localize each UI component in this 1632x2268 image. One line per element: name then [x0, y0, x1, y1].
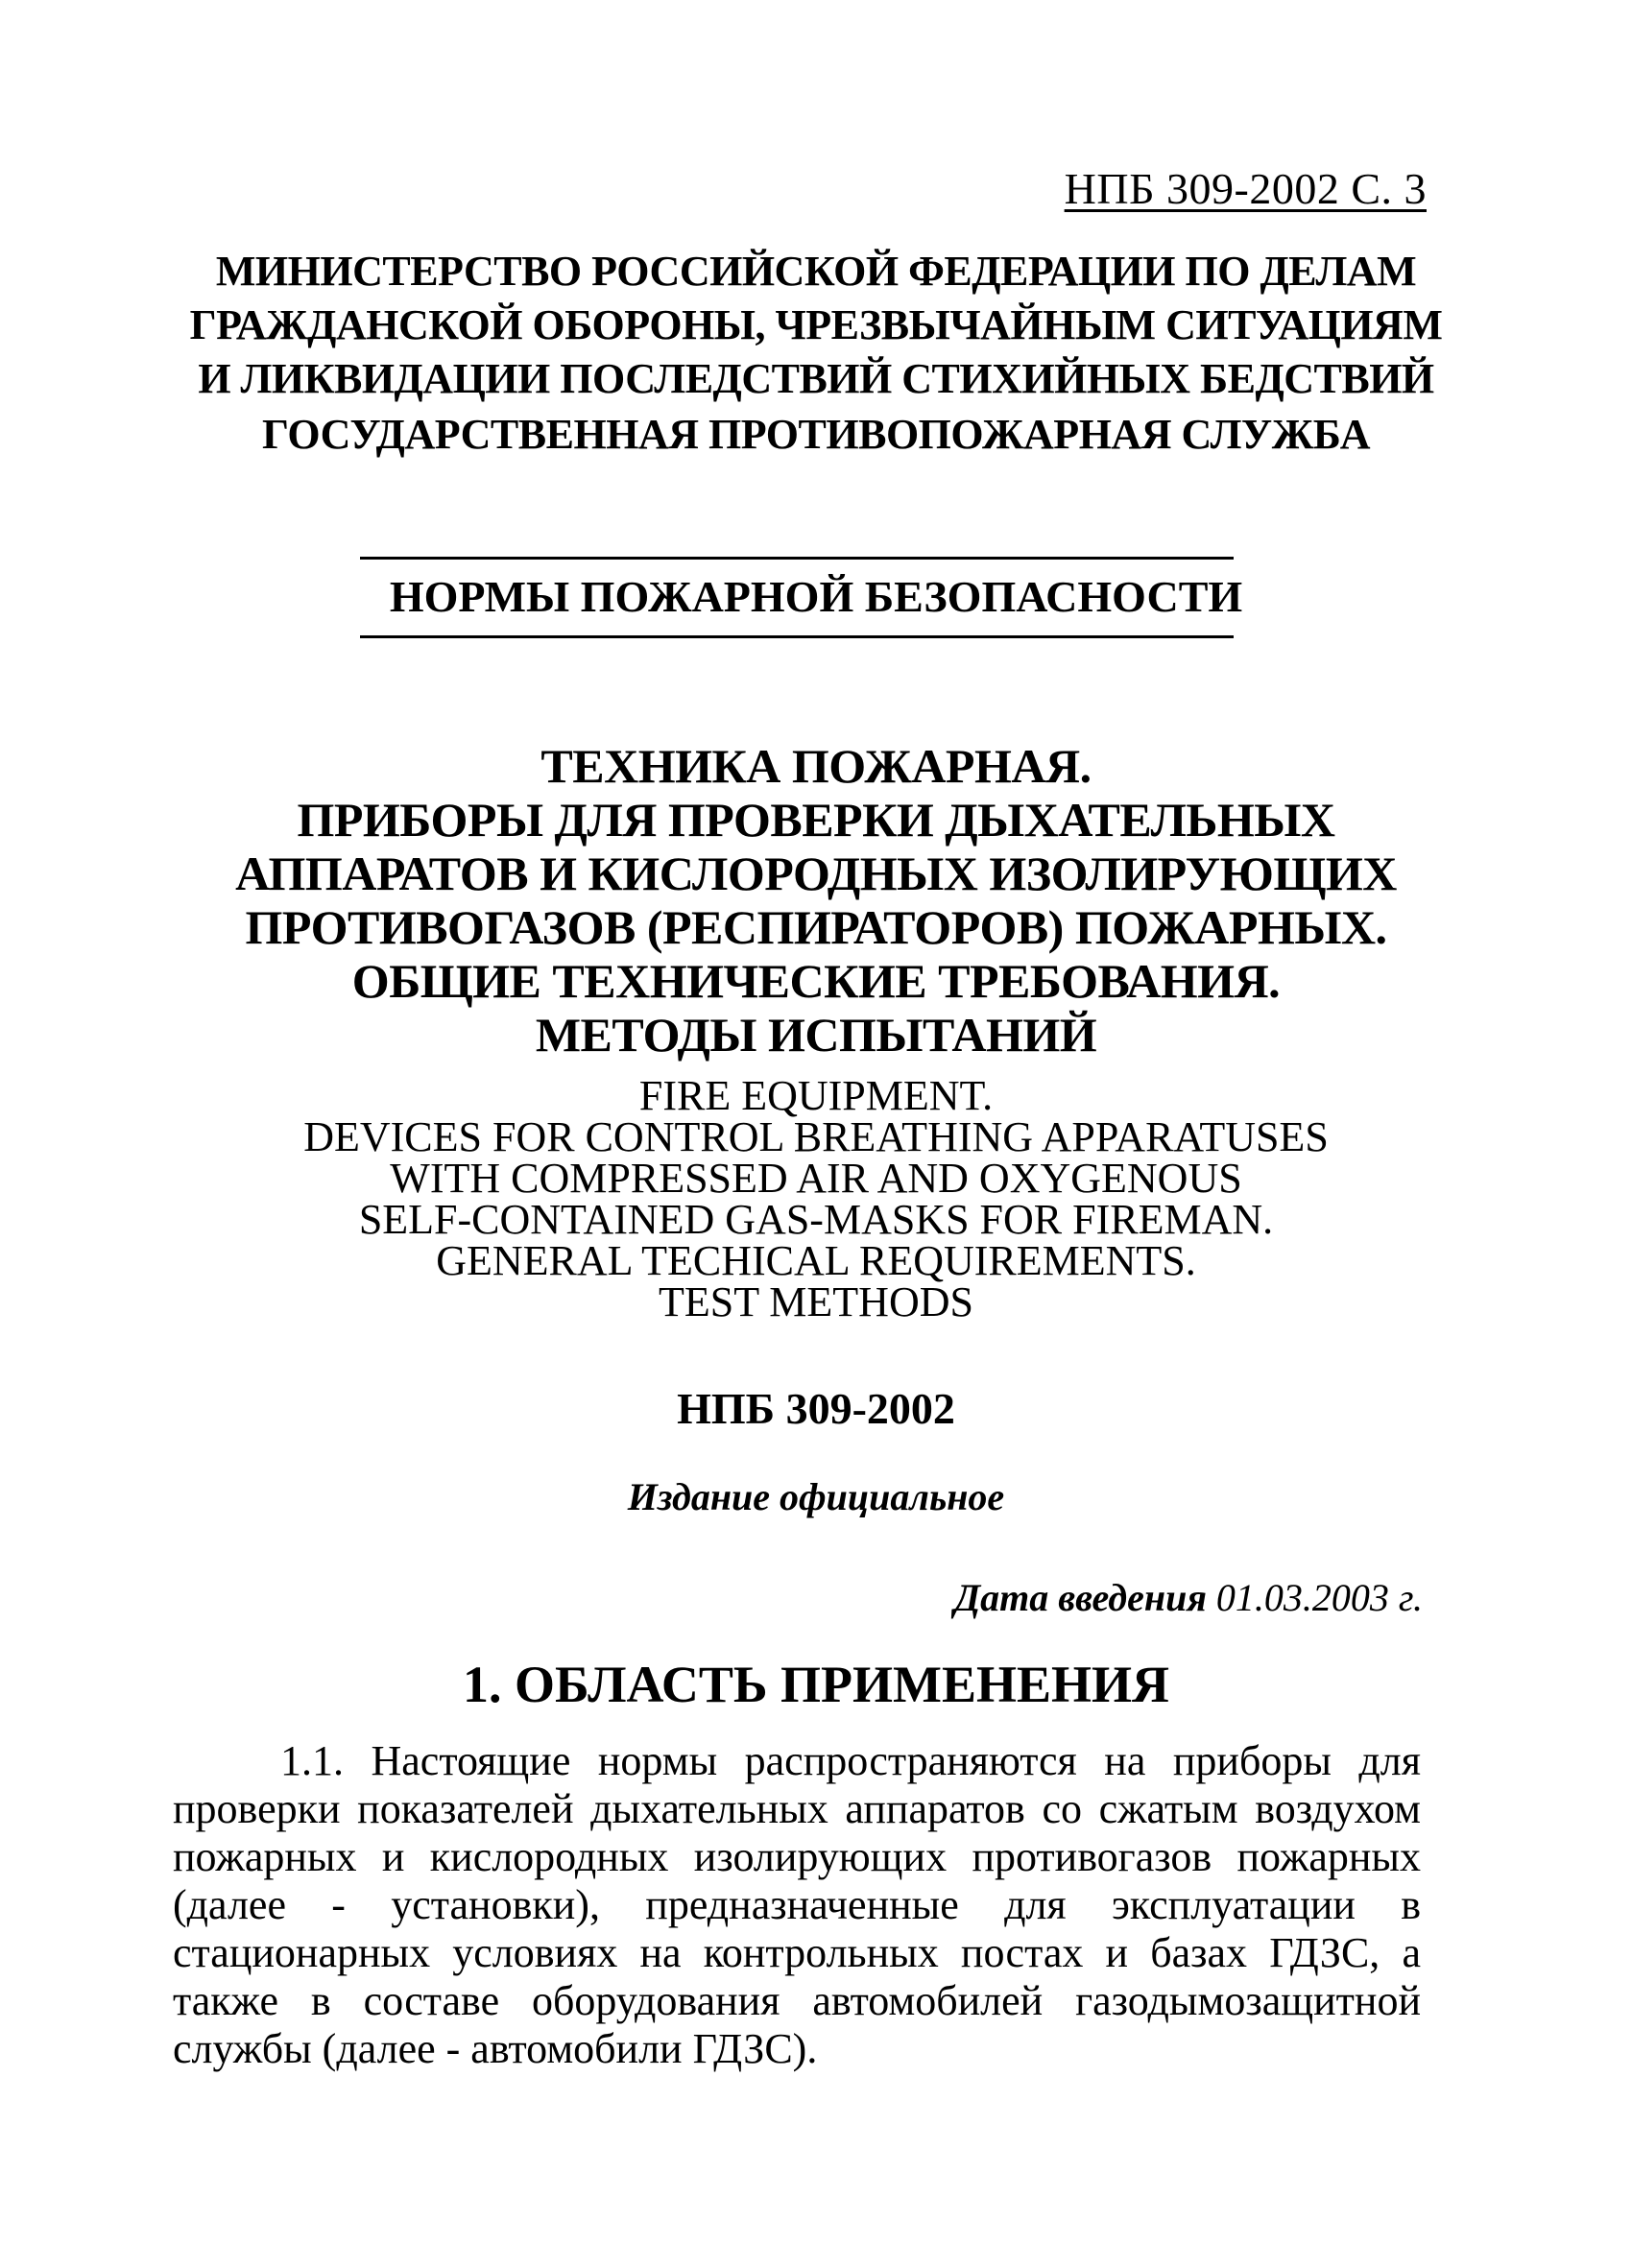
heading-bottom-divider: [360, 635, 1234, 638]
title-en-line: SELF-CONTAINED GAS-MASKS FOR FIREMAN.: [358, 1196, 1274, 1243]
paragraph-text: 1.1. Настоящие нормы распространяются на приборы для проверки показателей дыхательных аппаратов со сжатым воздухом пожарных и кислородных изолирующих противогазов пожарных (далее - установки), предназначенные для эксплуатации в стационарных условиях на контрольных постах и базах ГДЗС, а также в составе оборудования автомобилей газодымозащитной службы (далее - автомобили ГДЗС).: [173, 1737, 1421, 2072]
title-ru-line: ПРИБОРЫ ДЛЯ ПРОВЕРКИ ДЫХАТЕЛЬНЫХ: [297, 793, 1335, 847]
title-english: [154, 1072, 1478, 1325]
intro-date-value: 01.03.2003 г.: [1215, 1576, 1423, 1619]
service-name: ГОСУДАРСТВЕННАЯ ПРОТИВОПОЖАРНАЯ СЛУЖБА: [261, 411, 1371, 458]
document-code: НПБ 309-2002: [677, 1384, 955, 1433]
title-en-line: FIRE EQUIPMENT.: [638, 1072, 994, 1119]
title-ru-line: ТЕХНИКА ПОЖАРНАЯ.: [540, 739, 1092, 793]
introduction-date: [954, 1574, 1423, 1622]
title-ru-line: АППАРАТОВ И КИСЛОРОДНЫХ ИЗОЛИРУЮЩИХ: [235, 847, 1397, 900]
ministry-line: И ЛИКВИДАЦИИ ПОСЛЕДСТВИЙ СТИХИЙНЫХ БЕДСТВИЙ: [198, 355, 1434, 402]
norms-heading: НОРМЫ ПОЖАРНОЙ БЕЗОПАСНОСТИ: [389, 572, 1243, 621]
title-en-line: GENERAL TECHICAL REQUIREMENTS.: [436, 1237, 1196, 1284]
section-paragraph: [173, 1737, 1421, 2073]
ministry-name: [154, 245, 1478, 406]
title-en-line: DEVICES FOR CONTROL BREATHING APPARATUSES: [303, 1113, 1329, 1160]
title-ru-line: МЕТОДЫ ИСПЫТАНИЙ: [535, 1008, 1097, 1062]
document-reference: НПБ 309-2002 С. 3: [1064, 164, 1427, 213]
intro-date-label: Дата введения: [953, 1576, 1207, 1619]
ministry-line: МИНИСТЕРСТВО РОССИЙСКОЙ ФЕДЕРАЦИИ ПО ДЕЛАМ: [215, 248, 1417, 295]
title-en-line: TEST METHODS: [659, 1278, 973, 1325]
title-en-line: WITH COMPRESSED AIR AND OXYGENOUS: [390, 1155, 1242, 1202]
title-ru-line: ОБЩИЕ ТЕХНИЧЕСКИЕ ТРЕБОВАНИЯ.: [351, 954, 1281, 1008]
title-russian: [154, 739, 1478, 1062]
section-title: 1. ОБЛАСТЬ ПРИМЕНЕНИЯ: [462, 1656, 1170, 1713]
title-ru-line: ПРОТИВОГАЗОВ (РЕСПИРАТОРОВ) ПОЖАРНЫХ.: [245, 900, 1387, 954]
edition-label: Издание официальное: [627, 1475, 1005, 1518]
heading-top-divider: [360, 557, 1234, 560]
ministry-line: ГРАЖДАНСКОЙ ОБОРОНЫ, ЧРЕЗВЫЧАЙНЫМ СИТУАЦИЯМ: [189, 301, 1443, 348]
